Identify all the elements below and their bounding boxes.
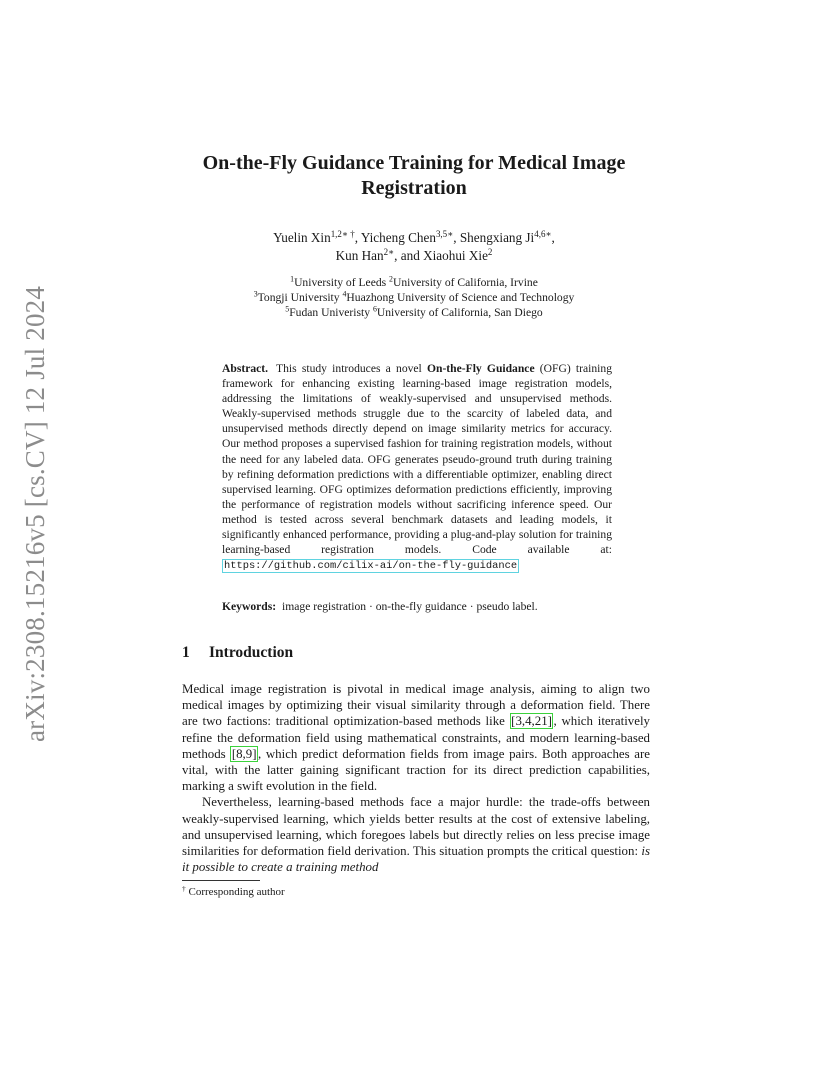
abstract: [222, 361, 612, 574]
author-affil-mark: 2∗: [383, 247, 395, 258]
author-name: Kun Han: [335, 248, 384, 263]
footnote: [182, 885, 285, 899]
author-affil-mark: 2: [487, 247, 493, 258]
author-separator: , and: [394, 248, 424, 263]
author-affil-mark: 4,6∗: [534, 229, 552, 240]
author-separator: ,: [354, 230, 361, 245]
affiliation-line: [170, 290, 658, 305]
author-name: Shengxiang Ji: [459, 230, 535, 245]
author-separator: ,: [551, 230, 555, 245]
affiliation-line: [170, 275, 658, 290]
affil-mark: 2: [389, 274, 393, 284]
abstract-bold-term: On-the-Fly Guidance: [426, 362, 535, 375]
paragraph: [182, 681, 650, 794]
affil-mark: 6: [372, 304, 377, 314]
abstract-text: (OFG) training framework for enhancing existing learning-based image registration models, addressing the limitations of weakly-supervised and unsupervised methods. Weakly-supervised methods struggle due to the scarcity of labeled data, and unsupervised methods directly depend on image similarity metrics for accuracy. Our method proposes a supervised fashion for training registration models, without the need for any labeled data. OFG generates pseudo-ground truth during training by refining deformation predictions with a differentiable optimizer, enabling direct supervised learning. OFG optimizes deformation predictions efficiently, improving the performance of registration models without sacrificing inference speed. Our method is tested across several benchmark datasets and leading models, it significantly enhanced performance, providing a plug-and-play solution for training learning-based registration models. Code available at:: [222, 362, 612, 557]
paragraph-text: Nevertheless, learning-based methods face a major hurdle: the trade-offs between weakly-supervised learning, which yields better results at the cost of extensive labeling, and unsupervised learning, which foregoes labels but directly relies on less precise image similarities for deformation field derivation. This situation prompts the critical question:: [182, 795, 650, 859]
footnote-text: Corresponding author: [185, 886, 285, 898]
keywords-heading: Keywords:: [222, 600, 277, 613]
affil-text: Huazhong University of Science and Technology: [346, 291, 575, 304]
affil-mark: 4: [342, 289, 347, 299]
introduction-body: [182, 681, 650, 875]
affiliation-line: [170, 305, 658, 320]
affil-text: Tongji University: [257, 291, 343, 304]
section-number: 1: [182, 644, 190, 661]
affiliation-list: [170, 275, 658, 320]
affil-mark: 3: [253, 289, 258, 299]
affil-text: University of California, San Diego: [376, 306, 543, 319]
keywords: [222, 599, 622, 614]
research-question: is it possible to create a training method: [182, 844, 650, 875]
keywords-text: image registration · on-the-fly guidance · pseudo label.: [282, 600, 538, 613]
paragraph: [182, 794, 650, 875]
abstract-text-intro: This study introduces a novel: [276, 362, 427, 375]
author-affil-mark: 3,5∗: [435, 229, 454, 240]
section-heading-introduction: [182, 643, 293, 663]
paper-title: On-the-Fly Guidance Training for Medical Image Registration: [202, 152, 626, 199]
section-title: Introduction: [209, 644, 294, 661]
author-line-2: [170, 247, 658, 265]
affil-text: University of Leeds: [294, 276, 390, 289]
citation-link[interactable]: [8,9]: [231, 746, 257, 761]
paragraph-text: , which predict deformation fields from image pairs. Both approaches are vital, with the latter gaining significant traction for its direct prediction capabilities, marking a swift evolution in the field.: [182, 746, 651, 794]
author-line-1: [170, 229, 658, 247]
citation-link[interactable]: [3,4,21]: [511, 714, 552, 729]
author-affil-mark: 1,2∗ †: [330, 229, 355, 240]
author-name: Xiaohui Xie: [423, 248, 488, 263]
code-url-link[interactable]: https://github.com/cilix-ai/on-the-fly-guidance: [224, 560, 518, 573]
affil-mark: 1: [290, 274, 295, 284]
arxiv-side-stamp: arXiv:2308.15216v5 [cs.CV] 12 Jul 2024: [20, 285, 50, 742]
author-name: Yicheng Chen: [360, 230, 436, 245]
paragraph-text: , which iteratively refine the deformation field using mathematical constraints, and modern learning-based methods: [182, 714, 650, 761]
footnote-rule: [182, 880, 260, 881]
author-list: [170, 229, 658, 265]
footnote-mark: †: [182, 883, 186, 893]
affil-text: Fudan Univeristy: [289, 306, 373, 319]
author-name: Yuelin Xin: [273, 230, 331, 245]
paragraph-text: Medical image registration is pivotal in medical image analysis, aiming to align two medical images by optimizing their visual similarity through a deformation field. There are two factions: traditional optimization-based methods like: [182, 682, 650, 729]
abstract-heading: Abstract.: [222, 362, 269, 375]
author-separator: ,: [453, 230, 460, 245]
affil-mark: 5: [285, 304, 290, 314]
affil-text: University of California, Irvine: [392, 276, 538, 289]
